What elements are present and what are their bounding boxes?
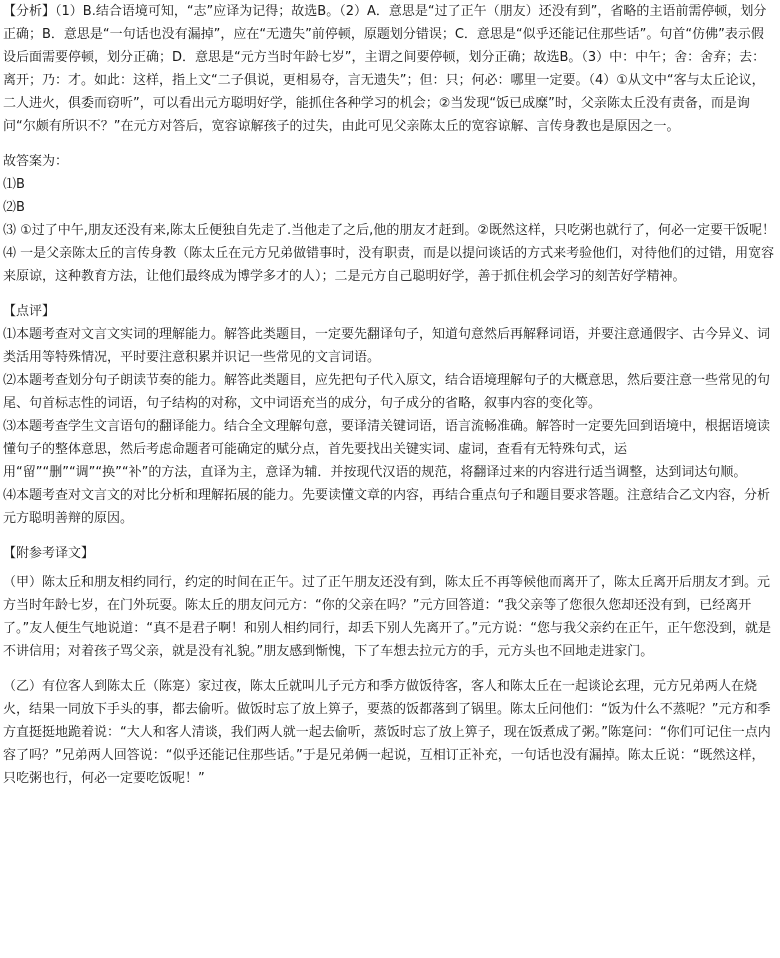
translation-yi-paragraph: （乙）有位客人到陈太丘（陈寔）家过夜，陈太丘就叫儿子元方和季方做饭待客，客人和陈太丘在一起谈论玄理，元方兄弟两人在烧火，结果一同放下手头的事，都去偷听。做饭时忘了放上箅子，要蒸的饭都落到了锅里。陈太丘问他们：“饭为什么不蒸呢？”元方和季方直挺挺地跪着说：“大人和客人清谈，我们两人就一起去偷听，蒸饭时忘了放上箅子，现在饭煮成了粥。”陈寔问：“你们可记住一点内容了吗？”兄弟两人回答说：“似乎还能记住那些话。”于是兄弟俩一起说，互相订正补充，一句话也没有漏掉。陈太丘说：“既然这样，只吃粥也行，何必一定要吃饭呢！” xyxy=(3,679,771,786)
answer-item-1: ⑴B xyxy=(3,177,25,192)
comment-item-2: ⑵本题考查划分句子朗读节奏的能力。解答此类题目，应先把句子代入原文，结合语境理解句子的大概意思，然后要注意一些常见的句尾、句首标志性的词语，句子结构的对称，文中词语充当的成分，句子成分的省略，叙事内容的变化等。 xyxy=(3,373,771,411)
comment-item-4: ⑷本题考查对文言文的对比分析和理解拓展的能力。先要读懂文章的内容，再结合重点句子和题目要求答题。注意结合乙文内容，分析元方聪明善辩的原因。 xyxy=(3,488,771,526)
comment-heading: 【点评】 xyxy=(3,304,56,319)
answer-item-2: ⑵B xyxy=(3,200,25,215)
comment-item-3: ⑶本题考查学生文言语句的翻译能力。结合全文理解句意，要译清关键词语，语言流畅准确。解答时一定要先回到语境中，根据语境读懂句子的整体意思，然后考虑命题者可能确定的赋分点，首先要找出关键实词、虚词，查看有无特殊句式，运用“留”“删”“调”“换”“补”的方法，直译为主，意译为辅．并按现代汉语的规范，将翻译过来的内容进行适当调整，达到词达句顺。 xyxy=(3,419,771,480)
comment-item-1: ⑴本题考查对文言文实词的理解能力。解答此类题目，一定要先翻译句子，知道句意然后再解释词语，并要注意通假字、古今异义、词类活用等特殊情况，平时要注意积累并识记一些常见的文言词语。 xyxy=(3,327,771,365)
translation-jia-paragraph: （甲）陈太丘和朋友相约同行，约定的时间在正午。过了正午朋友还没有到，陈太丘不再等候他而离开了，陈太丘离开后朋友才到。元方当时年龄七岁，在门外玩耍。陈太丘的朋友问元方：“你的父亲在吗？”元方回答道：“我父亲等了您很久您却还没有到，已经离开了。”友人便生气地说道：“真不是君子啊！和别人相约同行，却丢下别人先离开了。”元方说：“您与我父亲约在正午，正午您没到，就是不讲信用；对着孩子骂父亲，就是没有礼貌。”朋友感到惭愧，下了车想去拉元方的手，元方头也不回地走进家门。 xyxy=(3,575,771,659)
translation-heading: 【附参考译文】 xyxy=(3,546,95,561)
analysis-paragraph: 【分析】（1）B.结合语境可知，“志”应译为记得；故选B。（2）A．意思是“过了正午（朋友）还没有到”，省略的主语前需停顿，划分正确；B．意思是“一句话也没有漏掉”，应在“无遗失”前停顿，原题划分错误；C．意思是“似乎还能记住那些话”。句首“仿佛”表示假设后面需要停顿，划分正确；D．意思是“元方当时年龄七岁”，主谓之间要停顿，划分正确；故选B。（3）中：中午；舍：舍弃；去：离开；乃：才。如此：这样，指上文“二子俱说，更相易夺，言无遗失”；但：只；何必：哪里一定要。（4）①从文中“客与太丘论议，二人进火，俱委而窃听”，可以看出元方聪明好学，能抓住各种学习的机会；②当发现“饭已成糜”时，父亲陈太丘没有责备，而是询问“尔颇有所识不？”在元方对答后，宽容谅解孩子的过失，由此可见父亲陈太丘的宽容谅解、言传身教也是原因之一。 xyxy=(3,4,767,134)
answer-item-3: ⑶ ①过了中午,朋友还没有来,陈太丘便独自先走了.当他走了之后,他的朋友才赶到。②既然这样，只吃粥也就行了，何必一定要干饭呢！ xyxy=(3,223,775,238)
answer-item-4: ⑷ 一是父亲陈太丘的言传身教（陈太丘在元方兄弟做错事时，没有职责，而是以提问谈话的方式来考验他们，对待他们的过错，用宽容来原谅，这种教育方法，让他们最终成为博学多才的人）；二是元方自己聪明好学，善于抓住机会学习的刻苦好学精神。 xyxy=(3,246,775,284)
answer-heading: 故答案为： xyxy=(3,154,69,169)
